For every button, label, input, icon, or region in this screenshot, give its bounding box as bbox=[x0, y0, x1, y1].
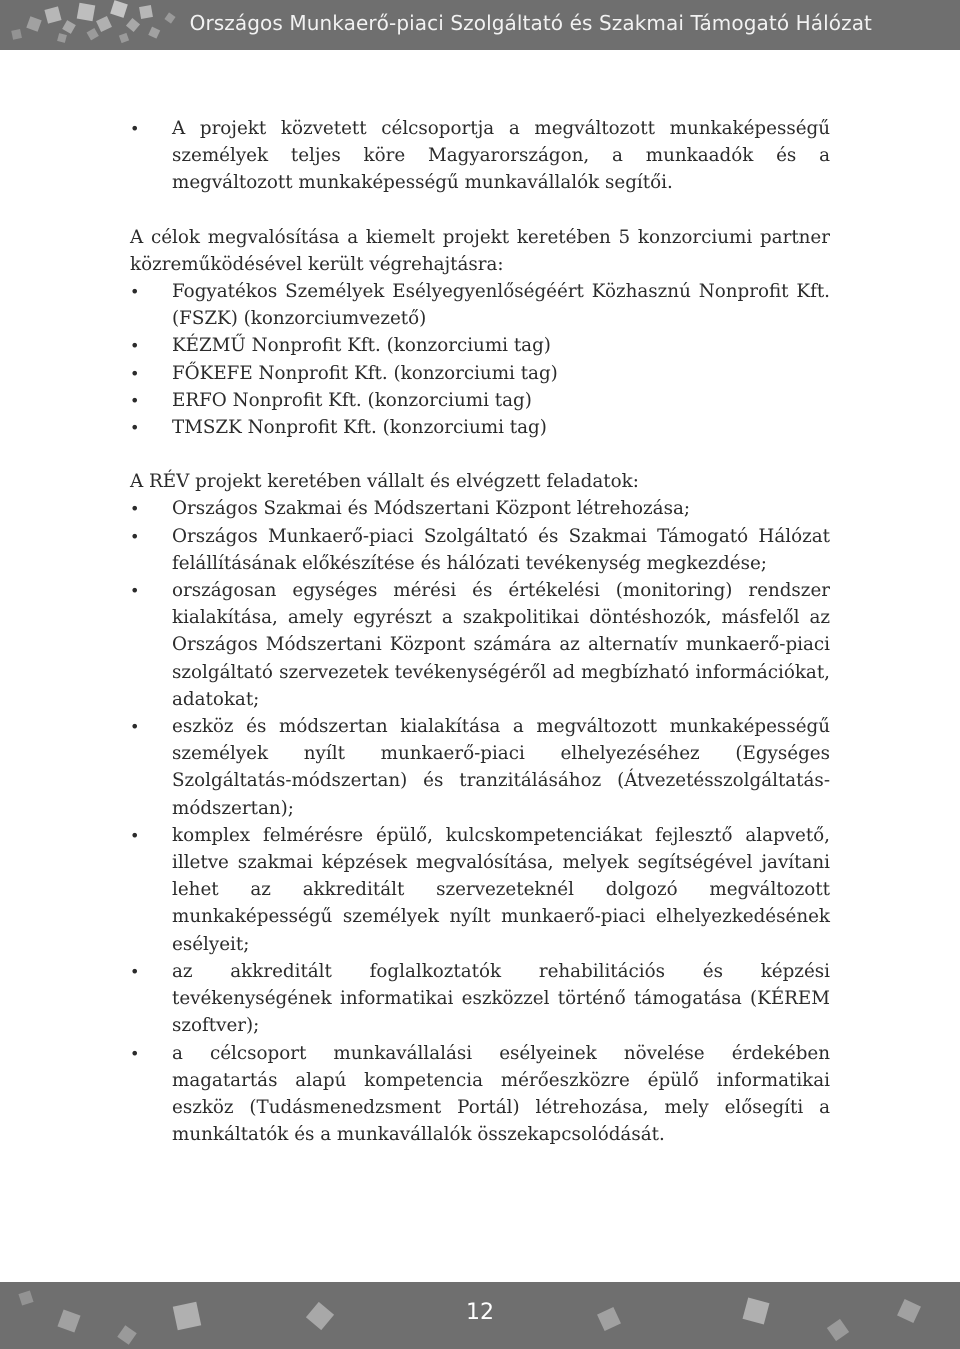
decorative-squares-icon bbox=[0, 0, 210, 50]
list-item: • Országos Szakmai és Módszertani Központ létrehozása; bbox=[130, 495, 830, 522]
tasks-list bbox=[130, 495, 830, 1148]
page-header bbox=[0, 0, 960, 50]
list-item: • a célcsoport munkavállalási esélyeinek növelése érdekében magatartás alapú kompetencia mérőeszközre épülő informatikai eszköz (Tudásmenedzsment Portál) létrehozása, mely elősegíti a munkáltatók és a munkavállalók összekapcsolódását. bbox=[130, 1040, 830, 1149]
list-item: • KÉZMŰ Nonprofit Kft. (konzorciumi tag) bbox=[130, 332, 830, 359]
list-item: • FŐKEFE Nonprofit Kft. (konzorciumi tag) bbox=[130, 360, 830, 387]
list-item: • Országos Munkaerő-piaci Szolgáltató és Szakmai Támogató Hálózat felállításának előkészítése és hálózati tevékenység megkezdése; bbox=[130, 523, 830, 577]
page-number: 12 bbox=[466, 1300, 494, 1325]
list-item: • országosan egységes mérési és értékelési (monitoring) rendszer kialakítása, amely egyrészt a szakpolitikai döntéshozók, másfelől az Országos Módszertani Központ számára az alternatív munkaerő-piaci szolgáltató szervezetek tevékenységéről ad megbízható információkat, adatokat; bbox=[130, 577, 830, 713]
header-title: Országos Munkaerő-piaci Szolgáltató és Szakmai Támogató Hálózat bbox=[189, 11, 872, 35]
intro-bullet-list bbox=[130, 115, 830, 197]
list-item: • az akkreditált foglalkoztatók rehabilitációs és képzési tevékenységének informatikai eszközzel történő támogatása (KÉREM szoftver); bbox=[130, 958, 830, 1040]
partners-list bbox=[130, 278, 830, 441]
list-item: • TMSZK Nonprofit Kft. (konzorciumi tag) bbox=[130, 414, 830, 441]
main-content bbox=[130, 115, 830, 1148]
list-item: • Fogyatékos Személyek Esélyegyenlőségéért Közhasznú Nonprofit Kft. (FSZK) (konzorciumvezető) bbox=[130, 278, 830, 332]
list-item: • ERFO Nonprofit Kft. (konzorciumi tag) bbox=[130, 387, 830, 414]
list-item: • eszköz és módszertan kialakítása a megváltozott munkaképességű személyek nyílt munkaerő-piaci elhelyezéséhez (Egységes Szolgáltatás-módszertan) és tranzitálásához (Átvezetésszolgáltatás-módszertan); bbox=[130, 713, 830, 822]
list-item: • komplex felmérésre épülő, kulcskompetenciákat fejlesztő alapvető, illetve szakmai képzések megvalósítása, melyek segítségével javítani lehet az akkreditált szervezeteknél dolgozó megváltozott munkaképességű személyek nyílt munkaerő-piaci elhelyezkedésének esélyeit; bbox=[130, 822, 830, 958]
list-item: • A projekt közvetett célcsoportja a megváltozott munkaképességű személyek teljes köre Magyarországon, a munkaadók és a megváltozott munkaképességű munkavállalók segítői. bbox=[130, 115, 830, 197]
tasks-intro: A RÉV projekt keretében vállalt és elvégzett feladatok: bbox=[130, 471, 639, 493]
partners-intro: A célok megvalósítása a kiemelt projekt keretében 5 konzorciumi partner közreműködésével került végrehajtásra: bbox=[130, 226, 830, 275]
